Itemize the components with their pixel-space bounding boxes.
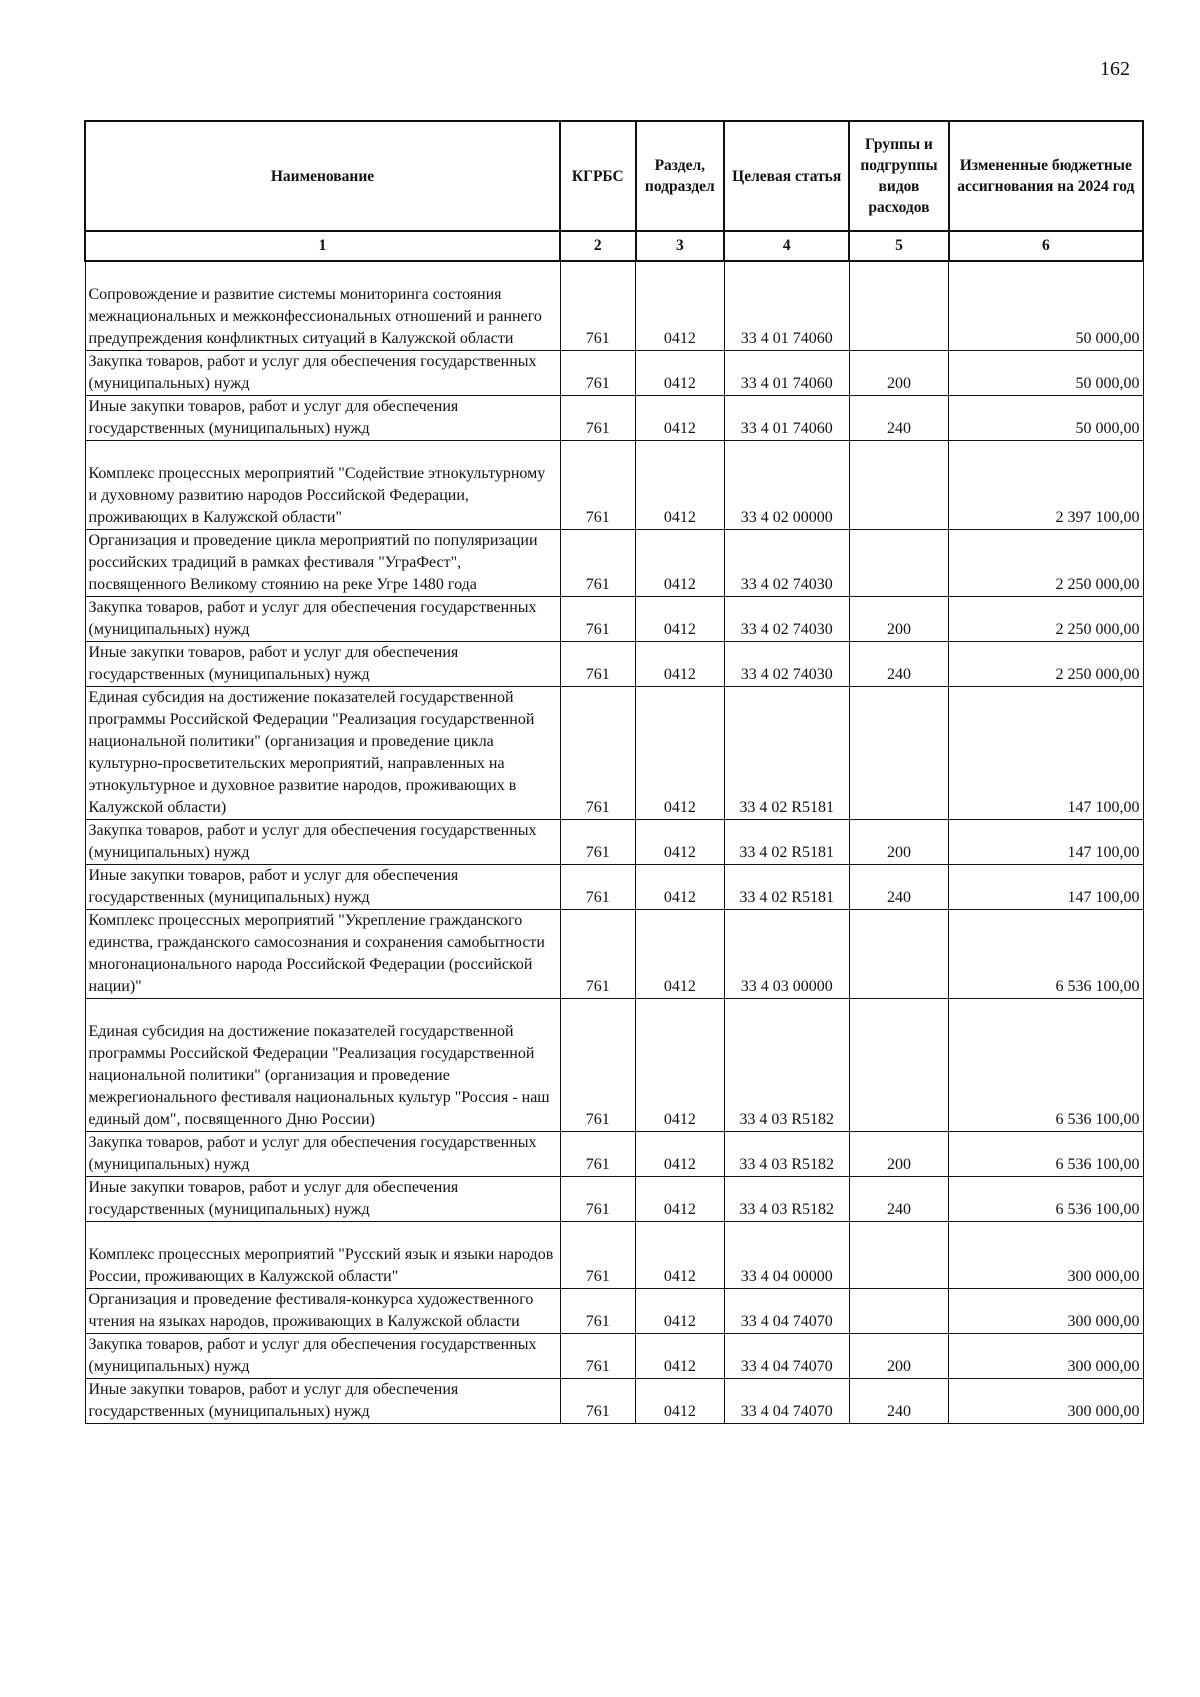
row-article: 33 4 03 R5182	[724, 1132, 849, 1177]
row-group: 240	[849, 642, 948, 687]
header-name: Наименование	[85, 121, 560, 231]
row-name: Иные закупки товаров, работ и услуг для обеспечения государственных (муниципальных) нужд	[85, 1177, 560, 1222]
row-section: 0412	[636, 441, 725, 530]
row-kgrbs: 761	[560, 1132, 636, 1177]
row-group	[849, 1289, 948, 1334]
row-article: 33 4 02 74030	[724, 642, 849, 687]
row-group	[849, 1222, 948, 1289]
row-amount: 2 250 000,00	[949, 642, 1143, 687]
column-number: 4	[724, 231, 849, 261]
column-number-row	[85, 231, 1143, 261]
row-name: Единая субсидия на достижение показателей государственной программы Российской Федерации "Реализация государственной национальной политики" (организация и проведение межрегионального фестиваля национальных культур "Россия - наш единый дом", посвященного Дню России)	[85, 999, 560, 1132]
header-amount: Измененные бюджетные ассигнования на 2024 год	[949, 121, 1143, 231]
row-kgrbs: 761	[560, 261, 636, 351]
row-amount: 300 000,00	[949, 1289, 1143, 1334]
row-group: 240	[849, 396, 948, 441]
row-kgrbs: 761	[560, 687, 636, 820]
row-kgrbs: 761	[560, 597, 636, 642]
header-kgrbs: КГРБС	[560, 121, 636, 231]
row-amount: 147 100,00	[949, 687, 1143, 820]
row-article: 33 4 02 R5181	[724, 865, 849, 910]
row-amount: 147 100,00	[949, 820, 1143, 865]
row-amount: 147 100,00	[949, 865, 1143, 910]
row-section: 0412	[636, 910, 725, 999]
row-group: 200	[849, 1334, 948, 1379]
row-group: 240	[849, 1379, 948, 1424]
row-amount: 2 250 000,00	[949, 530, 1143, 597]
row-section: 0412	[636, 865, 725, 910]
row-kgrbs: 761	[560, 1222, 636, 1289]
table-row	[85, 865, 1143, 910]
table-row	[85, 1289, 1143, 1334]
header-article: Целевая статья	[724, 121, 849, 231]
row-name: Закупка товаров, работ и услуг для обеспечения государственных (муниципальных) нужд	[85, 820, 560, 865]
row-kgrbs: 761	[560, 910, 636, 999]
row-name: Организация и проведение фестиваля-конкурса художественного чтения на языках народов, проживающих в Калужской области	[85, 1289, 560, 1334]
row-section: 0412	[636, 1132, 725, 1177]
table-row	[85, 1132, 1143, 1177]
row-article: 33 4 02 74030	[724, 530, 849, 597]
row-kgrbs: 761	[560, 441, 636, 530]
row-name: Сопровождение и развитие системы мониторинга состояния межнациональных и межконфессиональных отношений и раннего предупреждения конфликтных ситуаций в Калужской области	[85, 261, 560, 351]
column-number: 6	[949, 231, 1143, 261]
table-row	[85, 1379, 1143, 1424]
row-name: Закупка товаров, работ и услуг для обеспечения государственных (муниципальных) нужд	[85, 1132, 560, 1177]
row-kgrbs: 761	[560, 642, 636, 687]
row-name: Иные закупки товаров, работ и услуг для обеспечения государственных (муниципальных) нужд	[85, 642, 560, 687]
table-row	[85, 351, 1143, 396]
row-name: Иные закупки товаров, работ и услуг для обеспечения государственных (муниципальных) нужд	[85, 396, 560, 441]
row-name: Комплекс процессных мероприятий "Русский язык и языки народов России, проживающих в Калужской области"	[85, 1222, 560, 1289]
row-amount: 6 536 100,00	[949, 910, 1143, 999]
row-section: 0412	[636, 351, 725, 396]
column-number: 5	[849, 231, 948, 261]
row-amount: 50 000,00	[949, 351, 1143, 396]
row-section: 0412	[636, 396, 725, 441]
table-row	[85, 1334, 1143, 1379]
table-row	[85, 396, 1143, 441]
row-group	[849, 999, 948, 1132]
row-amount: 2 250 000,00	[949, 597, 1143, 642]
row-amount: 2 397 100,00	[949, 441, 1143, 530]
row-article: 33 4 01 74060	[724, 396, 849, 441]
row-amount: 300 000,00	[949, 1379, 1143, 1424]
row-name: Закупка товаров, работ и услуг для обеспечения государственных (муниципальных) нужд	[85, 597, 560, 642]
row-section: 0412	[636, 820, 725, 865]
row-group	[849, 441, 948, 530]
row-name: Организация и проведение цикла мероприятий по популяризации российских традиций в рамках фестиваля "УграФест", посвященного Великому стоянию на реке Угре 1480 года	[85, 530, 560, 597]
row-article: 33 4 01 74060	[724, 261, 849, 351]
row-group	[849, 687, 948, 820]
row-amount: 6 536 100,00	[949, 1177, 1143, 1222]
row-name: Комплекс процессных мероприятий "Содействие этнокультурному и духовному развитию народов Российской Федерации, проживающих в Калужской области"	[85, 441, 560, 530]
row-article: 33 4 02 R5181	[724, 820, 849, 865]
row-section: 0412	[636, 597, 725, 642]
row-article: 33 4 03 00000	[724, 910, 849, 999]
row-section: 0412	[636, 1177, 725, 1222]
row-kgrbs: 761	[560, 820, 636, 865]
row-article: 33 4 04 74070	[724, 1289, 849, 1334]
row-section: 0412	[636, 530, 725, 597]
table-row	[85, 261, 1143, 351]
row-kgrbs: 761	[560, 1379, 636, 1424]
row-kgrbs: 761	[560, 530, 636, 597]
table-row	[85, 687, 1143, 820]
column-number: 3	[636, 231, 725, 261]
table-row	[85, 999, 1143, 1132]
row-kgrbs: 761	[560, 351, 636, 396]
row-section: 0412	[636, 642, 725, 687]
row-article: 33 4 02 74030	[724, 597, 849, 642]
column-number: 1	[85, 231, 560, 261]
table-row	[85, 597, 1143, 642]
table-row	[85, 642, 1143, 687]
row-name: Закупка товаров, работ и услуг для обеспечения государственных (муниципальных) нужд	[85, 1334, 560, 1379]
row-group: 200	[849, 820, 948, 865]
row-group: 240	[849, 1177, 948, 1222]
row-section: 0412	[636, 1334, 725, 1379]
header-row	[85, 121, 1143, 231]
row-name: Иные закупки товаров, работ и услуг для обеспечения государственных (муниципальных) нужд	[85, 865, 560, 910]
row-kgrbs: 761	[560, 999, 636, 1132]
header-section: Раздел, подраздел	[636, 121, 725, 231]
row-article: 33 4 02 R5181	[724, 687, 849, 820]
table-row	[85, 1177, 1143, 1222]
row-amount: 50 000,00	[949, 396, 1143, 441]
row-amount: 6 536 100,00	[949, 999, 1143, 1132]
table-row	[85, 530, 1143, 597]
row-section: 0412	[636, 999, 725, 1132]
row-section: 0412	[636, 1222, 725, 1289]
row-amount: 300 000,00	[949, 1222, 1143, 1289]
row-group	[849, 530, 948, 597]
row-section: 0412	[636, 1289, 725, 1334]
table-row	[85, 820, 1143, 865]
row-article: 33 4 03 R5182	[724, 1177, 849, 1222]
row-kgrbs: 761	[560, 1289, 636, 1334]
row-article: 33 4 02 00000	[724, 441, 849, 530]
row-name: Комплекс процессных мероприятий "Укрепление гражданского единства, гражданского самосознания и сохранения самобытности многонационального народа Российской Федерации (российской нации)"	[85, 910, 560, 999]
row-kgrbs: 761	[560, 865, 636, 910]
row-name: Единая субсидия на достижение показателей государственной программы Российской Федерации "Реализация государственной национальной политики" (организация и проведение цикла культурно-просветительских мероприятий, направленных на этнокультурное и духовное развитие народов, проживающих в Калужской области)	[85, 687, 560, 820]
row-section: 0412	[636, 261, 725, 351]
row-article: 33 4 04 00000	[724, 1222, 849, 1289]
row-group	[849, 910, 948, 999]
row-amount: 6 536 100,00	[949, 1132, 1143, 1177]
row-group: 200	[849, 597, 948, 642]
budget-table	[84, 120, 1144, 1424]
table-row	[85, 910, 1143, 999]
row-name: Иные закупки товаров, работ и услуг для обеспечения государственных (муниципальных) нужд	[85, 1379, 560, 1424]
row-article: 33 4 01 74060	[724, 351, 849, 396]
row-group: 200	[849, 351, 948, 396]
row-group	[849, 261, 948, 351]
row-amount: 300 000,00	[949, 1334, 1143, 1379]
row-group: 240	[849, 865, 948, 910]
row-group: 200	[849, 1132, 948, 1177]
row-kgrbs: 761	[560, 1177, 636, 1222]
row-section: 0412	[636, 1379, 725, 1424]
row-amount: 50 000,00	[949, 261, 1143, 351]
row-article: 33 4 04 74070	[724, 1334, 849, 1379]
header-group: Группы и подгруппы видов расходов	[849, 121, 948, 231]
page-number: 162	[1100, 58, 1130, 80]
row-section: 0412	[636, 687, 725, 820]
table-row	[85, 441, 1143, 530]
row-name: Закупка товаров, работ и услуг для обеспечения государственных (муниципальных) нужд	[85, 351, 560, 396]
row-kgrbs: 761	[560, 1334, 636, 1379]
table-row	[85, 1222, 1143, 1289]
row-article: 33 4 03 R5182	[724, 999, 849, 1132]
column-number: 2	[560, 231, 636, 261]
row-article: 33 4 04 74070	[724, 1379, 849, 1424]
row-kgrbs: 761	[560, 396, 636, 441]
